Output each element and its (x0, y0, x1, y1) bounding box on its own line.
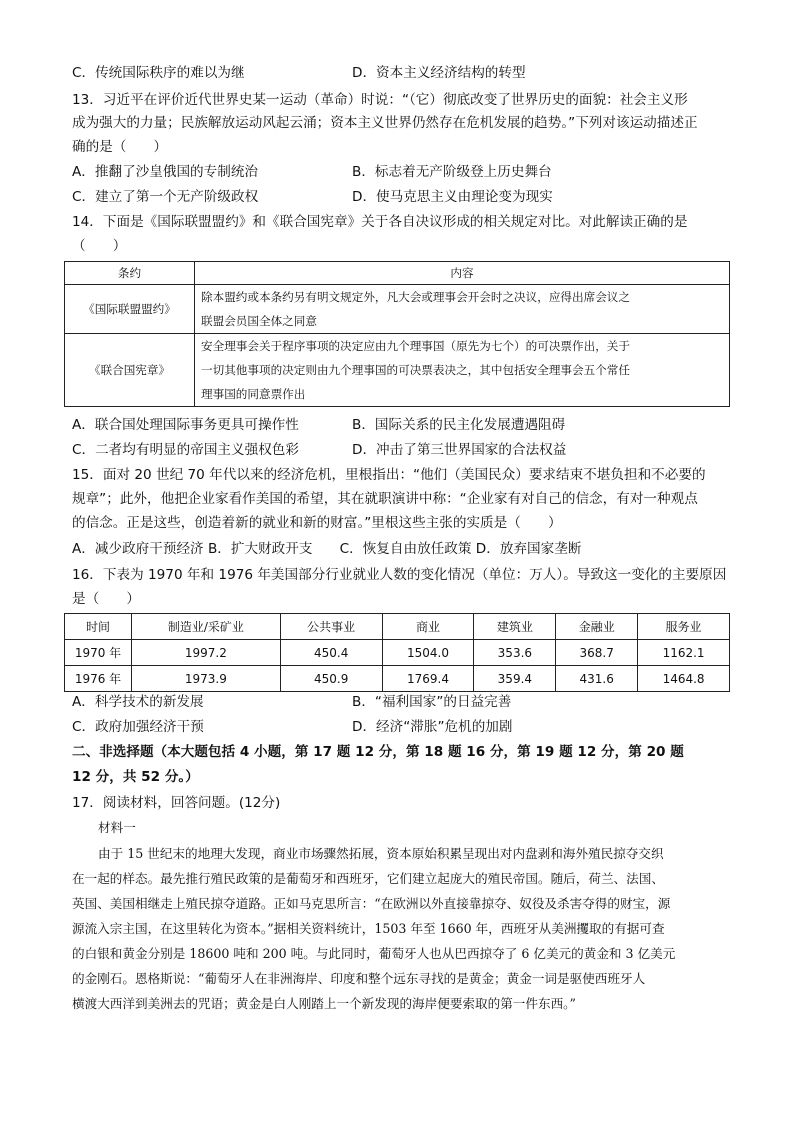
q16-cell: 1997.2 (132, 640, 281, 666)
q16-header-services: 服务业 (638, 614, 730, 640)
q13-stem-line-2: 成为强大的力量；民族解放运动风起云涌；资本主义世界仍然存在危机发展的趋势。”下列对该运动描述正 (72, 115, 698, 131)
q17-material-line-6: 的金刚石。恩格斯说：“葡萄牙人在非洲海岸、印度和整个远东寻找的是黄金；黄金一词是驱使西班牙人 (72, 971, 646, 986)
q16-cell: 450.9 (280, 666, 382, 692)
q14-row2-content (195, 334, 730, 407)
q17-material-line-2: 在一起的样态。最先推行殖民政策的是葡萄牙和西班牙，它们建立起庞大的殖民帝国。随后，荷兰、法国、 (72, 871, 664, 886)
q16-cell: 1976 年 (65, 666, 132, 692)
q13-stem-line-1: 13．习近平在评价近代世界史某一运动（革命）时说：“（它）彻底改变了世界历史的面貌：社会主义形 (72, 92, 688, 108)
q16-cell: 368.7 (556, 640, 638, 666)
q17-material-line-5: 的白银和黄金分别是 18600 吨和 200 吨。与此同时，葡萄牙人也从巴西掠夺了 6 亿美元的黄金和 3 亿美元 (72, 946, 676, 961)
q17-material-line-3: 英国、美国相继走上殖民掠夺道路。正如马克思所言：“在欧洲以外直接靠掠夺、奴役及杀害夺得的财宝，源 (72, 896, 671, 911)
section2-title-line-1: 二、非选择题（本大题包括 4 小题，第 17 题 12 分，第 18 题 16 分，第 19 题 12 分，第 20 题 (72, 744, 684, 760)
q15-options: A．减少政府干预经济 B．扩大财政开支 C．恢复自由放任政策 D．放弃国家垄断 (72, 541, 582, 557)
q15-stem-line-3: 的信念。正是这些，创造着新的就业和新的财富。”里根这些主张的实质是（ ） (72, 515, 562, 531)
q17-material-line-4: 源流入宗主国，在这里转化为资本。”据相关资料统计，1503 年至 1660 年，西班牙从美洲攫取的有据可查 (72, 921, 665, 936)
q14-row1-line-1: 除本盟约或本条约另有明文规定外，凡大会或理事会开会时之决议，应得出席会议之 (201, 290, 630, 304)
q16-cell: 353.6 (474, 640, 556, 666)
q14-row2-line-1: 安全理事会关于程序事项的决定应由九个理事国（原先为七个）的可决票作出，关于 (201, 339, 630, 353)
q14-option-d: D．冲击了第三世界国家的合法权益 (352, 442, 567, 458)
q17-stem: 17．阅读材料，回答问题。(12分) (72, 795, 281, 811)
q17-material-line-7: 横渡大西洋到美洲去的咒语；黄金是白人刚踏上一个新发现的海岸便要索取的第一件东西。” (72, 996, 576, 1011)
q16-cell: 450.4 (280, 640, 382, 666)
q16-option-b: B．“福利国家”的日益完善 (352, 694, 512, 710)
q13-option-a: A．推翻了沙皇俄国的专制统治 (72, 164, 259, 180)
q14-option-a: A．联合国处理国际事务更具可操作性 (72, 417, 299, 433)
q14-stem-line-2: （ ） (72, 238, 127, 254)
q16-stem-line-2: 是（ ） (72, 591, 140, 607)
q16-table-header-row (65, 614, 730, 640)
q16-header-utilities: 公共事业 (280, 614, 382, 640)
q12-option-d: D．资本主义经济结构的转型 (352, 65, 526, 81)
q14-option-c: C．二者均有明显的帝国主义强权色彩 (72, 442, 299, 458)
q13-option-b: B．标志着无产阶级登上历史舞台 (352, 164, 552, 180)
q16-cell: 1973.9 (132, 666, 281, 692)
q14-table-header-content: 内容 (195, 262, 730, 285)
q14-option-b: B．国际关系的民主化发展遭遇阻碍 (352, 417, 566, 433)
q16-option-a: A．科学技术的新发展 (72, 694, 204, 710)
q13-option-d: D．使马克思主义由理论变为现实 (352, 189, 553, 205)
q14-row2-line-2: 一切其他事项的决定则由九个理事国的可决票表决之，其中包括安全理事会五个常任 (201, 363, 630, 377)
q16-header-time: 时间 (65, 614, 132, 640)
q14-row1-line-2: 联盟会员国全体之同意 (201, 314, 317, 328)
q16-header-commerce: 商业 (382, 614, 474, 640)
q14-stem-line-1: 14．下面是《国际联盟盟约》和《联合国宪章》关于各自决议形成的相关规定对比。对此解读正确的是 (72, 214, 688, 230)
q12-option-c: C．传统国际秩序的难以为继 (72, 65, 245, 81)
q14-table-header-treaty: 条约 (65, 262, 195, 285)
q16-employment-table (64, 613, 730, 692)
q16-cell: 1970 年 (65, 640, 132, 666)
q16-header-manufacturing: 制造业/采矿业 (132, 614, 281, 640)
q13-stem-line-3: 确的是（ ） (72, 139, 168, 155)
q14-row2-treaty: 《联合国宪章》 (65, 334, 195, 407)
q16-header-finance: 金融业 (556, 614, 638, 640)
q16-option-d: D．经济“滞胀”危机的加剧 (352, 719, 513, 735)
q16-header-construction: 建筑业 (474, 614, 556, 640)
q14-comparison-table (64, 261, 730, 407)
section2-title-line-2: 12 分，共 52 分。） (72, 769, 199, 785)
q15-stem-line-1: 15．面对 20 世纪 70 年代以来的经济危机，里根指出：“他们（美国民众）要求结束不堪负担和不必要的 (72, 467, 706, 483)
q16-cell: 1162.1 (638, 640, 730, 666)
q16-cell: 431.6 (556, 666, 638, 692)
q16-stem-line-1: 16．下表为 1970 年和 1976 年美国部分行业就业人数的变化情况（单位：万人）。导致这一变化的主要原因 (72, 567, 727, 583)
q16-cell: 1769.4 (382, 666, 474, 692)
q16-cell: 1504.0 (382, 640, 474, 666)
q14-row1-content (195, 285, 730, 334)
q16-cell: 1464.8 (638, 666, 730, 692)
q16-table-row-1970 (65, 640, 730, 666)
q16-option-c: C．政府加强经济干预 (72, 719, 204, 735)
q14-row2-line-3: 理事国的同意票作出 (201, 387, 306, 401)
q17-material-title: 材料一 (98, 820, 136, 835)
q16-table-row-1976 (65, 666, 730, 692)
q14-row1-treaty: 《国际联盟盟约》 (65, 285, 195, 334)
q17-material-line-1: 由于 15 世纪末的地理大发现，商业市场骤然拓展，资本原始积累呈现出对内盘剥和海外殖民掠夺交织 (98, 846, 664, 861)
q16-cell: 359.4 (474, 666, 556, 692)
q15-stem-line-2: 规章”；此外，他把企业家看作美国的希望，其在就职演讲中称：“企业家有对自己的信念，有对一种观点 (72, 491, 698, 507)
q13-option-c: C．建立了第一个无产阶级政权 (72, 189, 259, 205)
